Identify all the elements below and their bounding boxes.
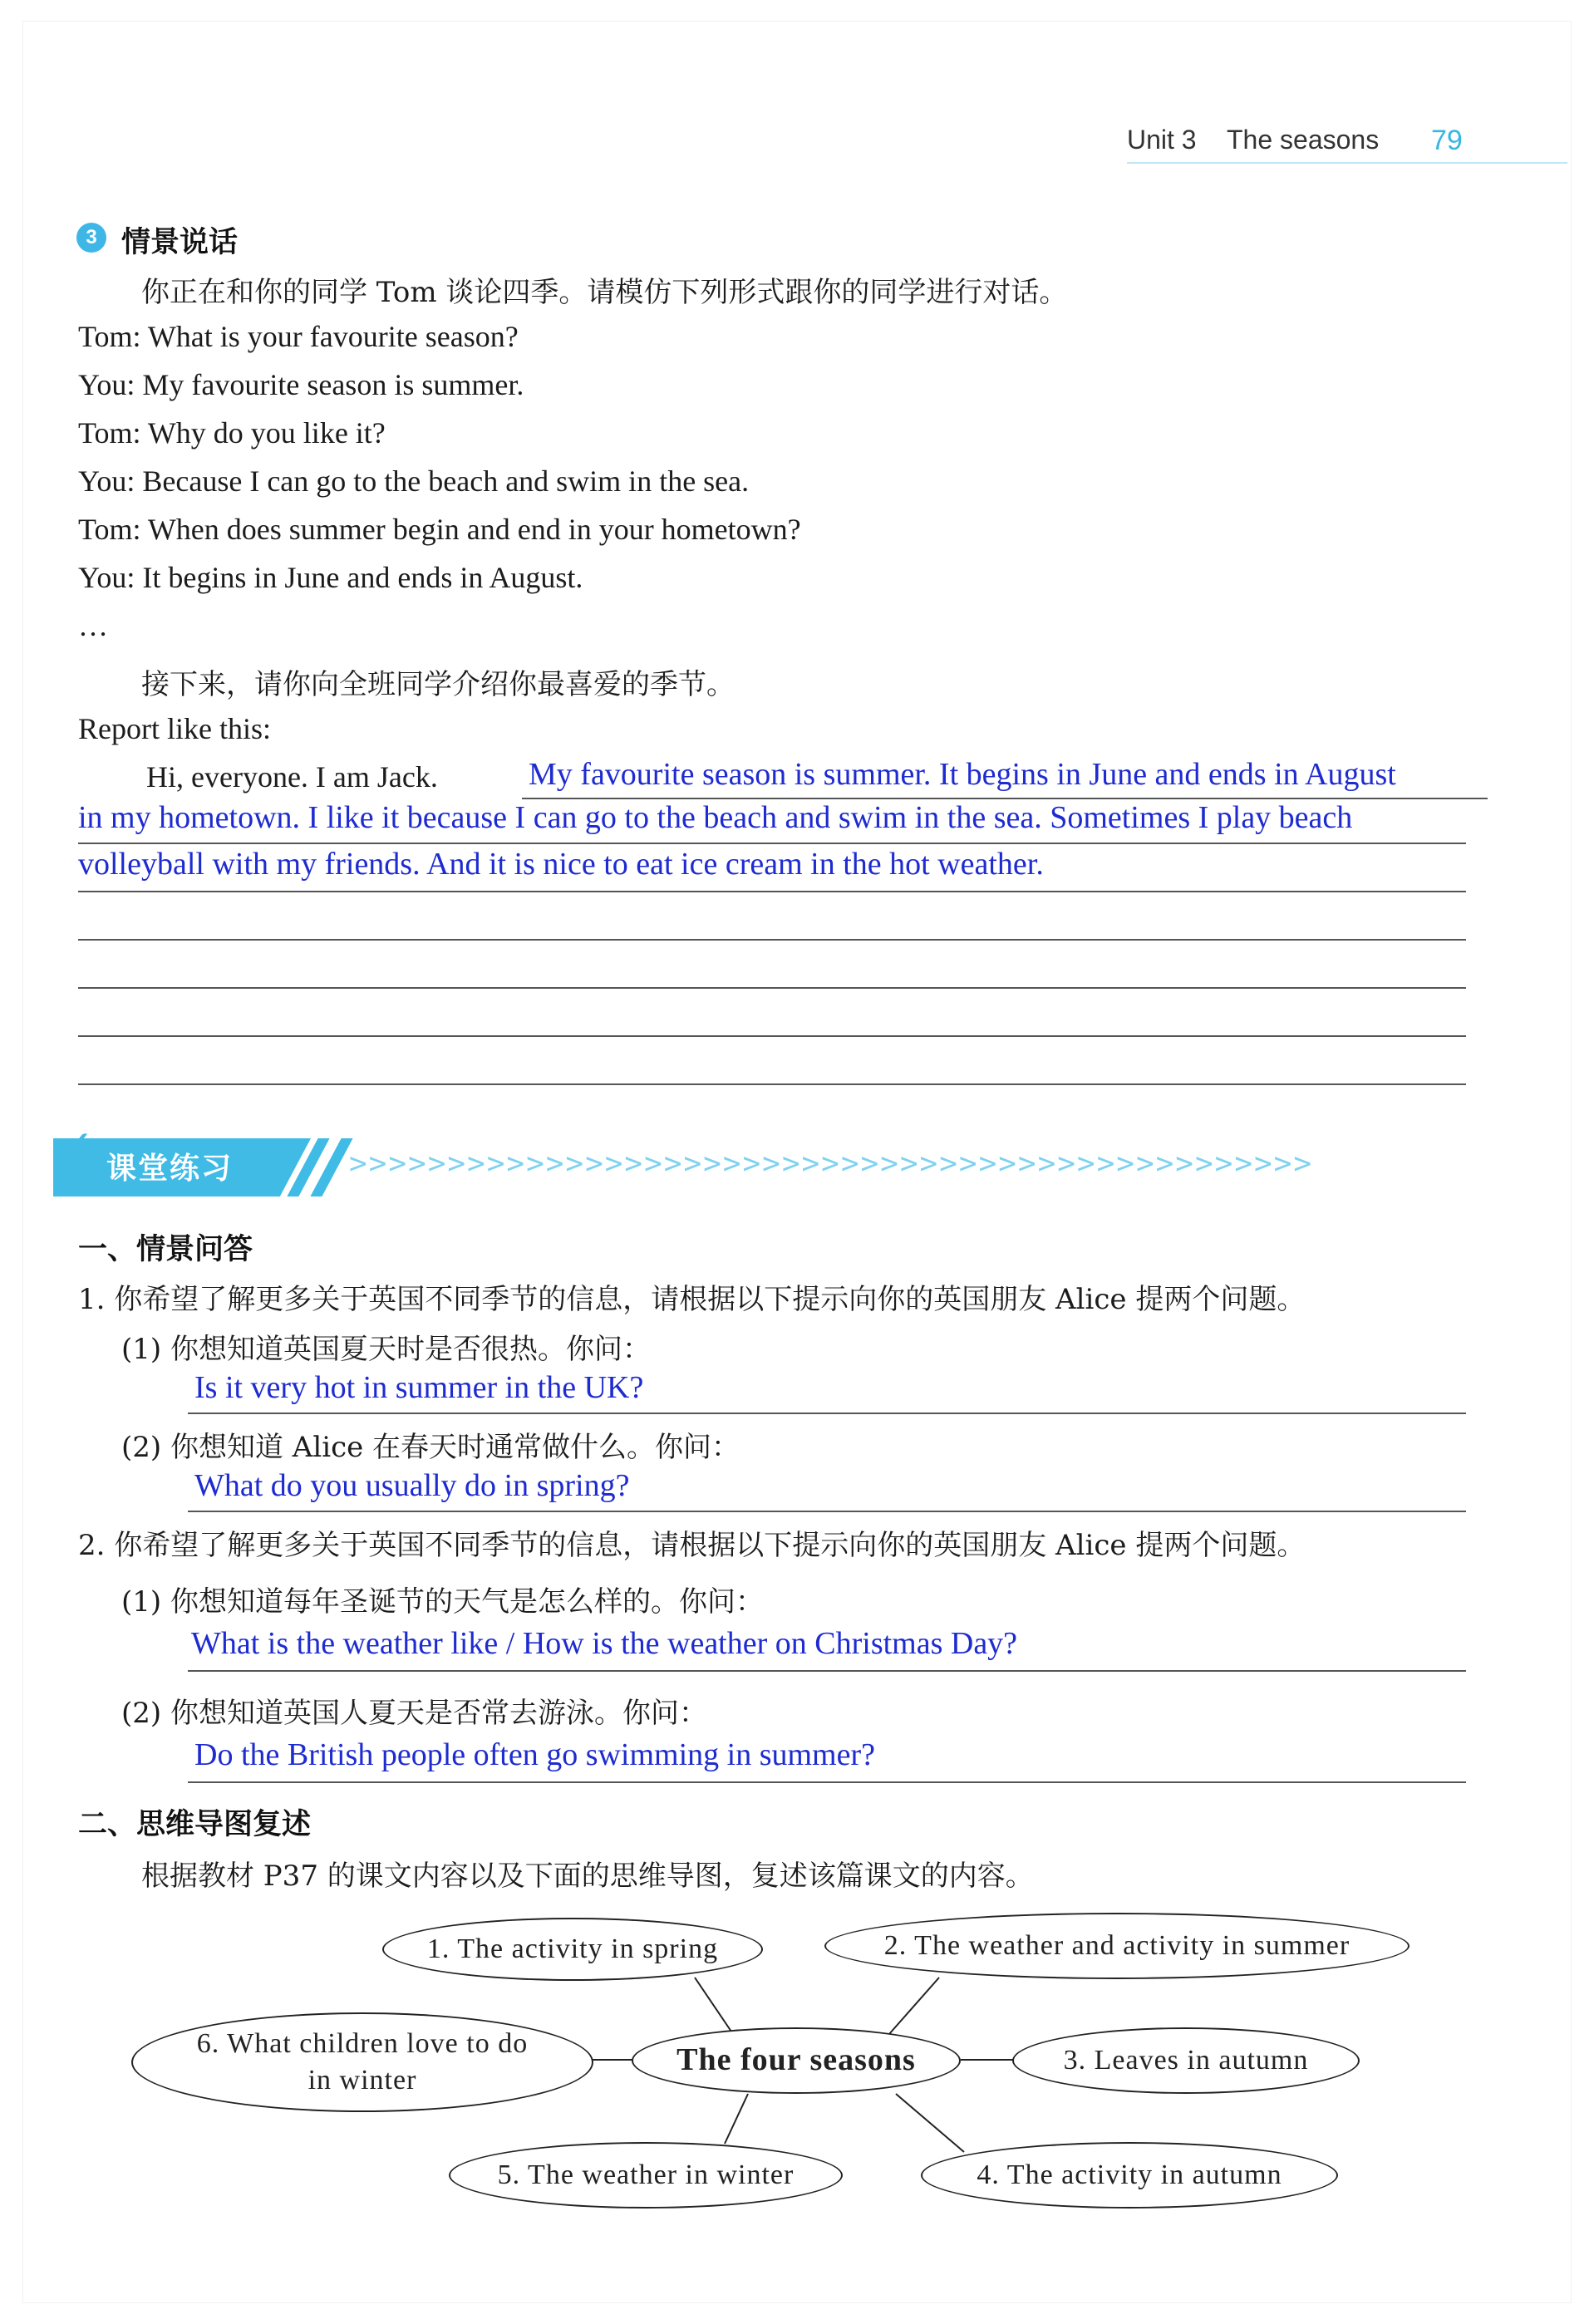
connector-line <box>889 1978 939 2034</box>
report-start: Hi, everyone. I am Jack. <box>146 760 438 794</box>
dialogue-line: Tom: When does summer begin and end in your hometown? <box>78 513 801 546</box>
dialogue-line: You: Because I can go to the beach and swim in the sea. <box>78 464 750 498</box>
connector-line <box>725 2094 748 2144</box>
report-intro: 接下来，请你向全班同学介绍你最喜爱的季节。 <box>141 668 735 701</box>
dialogue-line: You: My favourite season is summer. <box>78 368 524 401</box>
mind-map-node-2: 2. The weather and activity in summer <box>824 1913 1410 1979</box>
mind-map-node-3: 3. Leaves in autumn <box>1012 2027 1360 2094</box>
check-icon: ✓ <box>58 1122 95 1172</box>
dialogue-ellipsis: … <box>78 609 108 642</box>
question-1-1: (1) 你想知道英国夏天时是否很热。你问： <box>121 1333 651 1366</box>
section-intro: 你正在和你的同学 Tom 谈论四季。请模仿下列形式跟你的同学进行对话。 <box>141 276 1068 309</box>
banner-arrows: >>>>>>>>>>>>>>>>>>>>>>>>>>>>>>>>>>>>>>>>>>>>>>>>> <box>349 1147 1314 1181</box>
section-heading: 情景说话 <box>121 226 239 259</box>
mind-map-node-5: 5. The weather in winter <box>449 2142 843 2209</box>
answer-2-2: Do the British people often go swimming in summer? <box>194 1737 876 1772</box>
dialogue-line: Tom: Why do you like it? <box>78 416 386 450</box>
mind-map-node-1: 1. The activity in spring <box>382 1918 763 1981</box>
question-2-2: (2) 你想知道英国人夏天是否常去游泳。你问： <box>121 1697 707 1730</box>
part1-heading: 一、情景问答 <box>78 1233 253 1266</box>
answer-2-1: What is the weather like / How is the weather on Christmas Day? <box>191 1626 1018 1661</box>
report-answer-line: in my hometown. I like it because I can go to the beach and swim in the sea. Sometimes I play beach <box>78 800 1353 835</box>
dialogue-line: You: It begins in June and ends in August. <box>78 561 583 594</box>
report-like-label: Report like this: <box>78 712 271 745</box>
report-answer-line: volleyball with my friends. And it is nice to eat ice cream in the hot weather. <box>78 847 1044 882</box>
dialogue-line: Tom: What is your favourite season? <box>78 320 519 353</box>
report-answer-line: My favourite season is summer. It begins in June and ends in August <box>529 757 1396 792</box>
page-number: 79 <box>1431 125 1463 156</box>
mind-map-center: The four seasons <box>632 2027 961 2094</box>
header-title: The seasons <box>1227 125 1380 155</box>
connector-line <box>695 1978 733 2034</box>
part2-instruction: 根据教材 P37 的课文内容以及下面的思维导图，复述该篇课文的内容。 <box>141 1860 1034 1893</box>
question-1-2: (2) 你想知道 Alice 在春天时通常做什么。你问： <box>121 1431 740 1464</box>
practice-banner-title: 课堂练习 <box>106 1152 234 1186</box>
answer-1-1: Is it very hot in summer in the UK? <box>194 1370 644 1405</box>
part2-heading: 二、思维导图复述 <box>78 1808 312 1841</box>
connector-line <box>896 2094 964 2152</box>
section-number-badge: 3 <box>76 223 106 253</box>
mind-map-node-6: 6. What children love to do in winter <box>131 2012 593 2112</box>
question-1: 1. 你希望了解更多关于英国不同季节的信息，请根据以下提示向你的英国朋友 Alice 提两个问题。 <box>78 1283 1306 1316</box>
mind-map-node-4: 4. The activity in autumn <box>921 2142 1338 2209</box>
answer-1-2: What do you usually do in spring? <box>194 1468 630 1503</box>
header-unit: Unit 3 <box>1127 125 1197 155</box>
question-2-1: (1) 你想知道每年圣诞节的天气是怎么样的。你问： <box>121 1585 764 1619</box>
question-2: 2. 你希望了解更多关于英国不同季节的信息，请根据以下提示向你的英国朋友 Alice 提两个问题。 <box>78 1529 1306 1562</box>
